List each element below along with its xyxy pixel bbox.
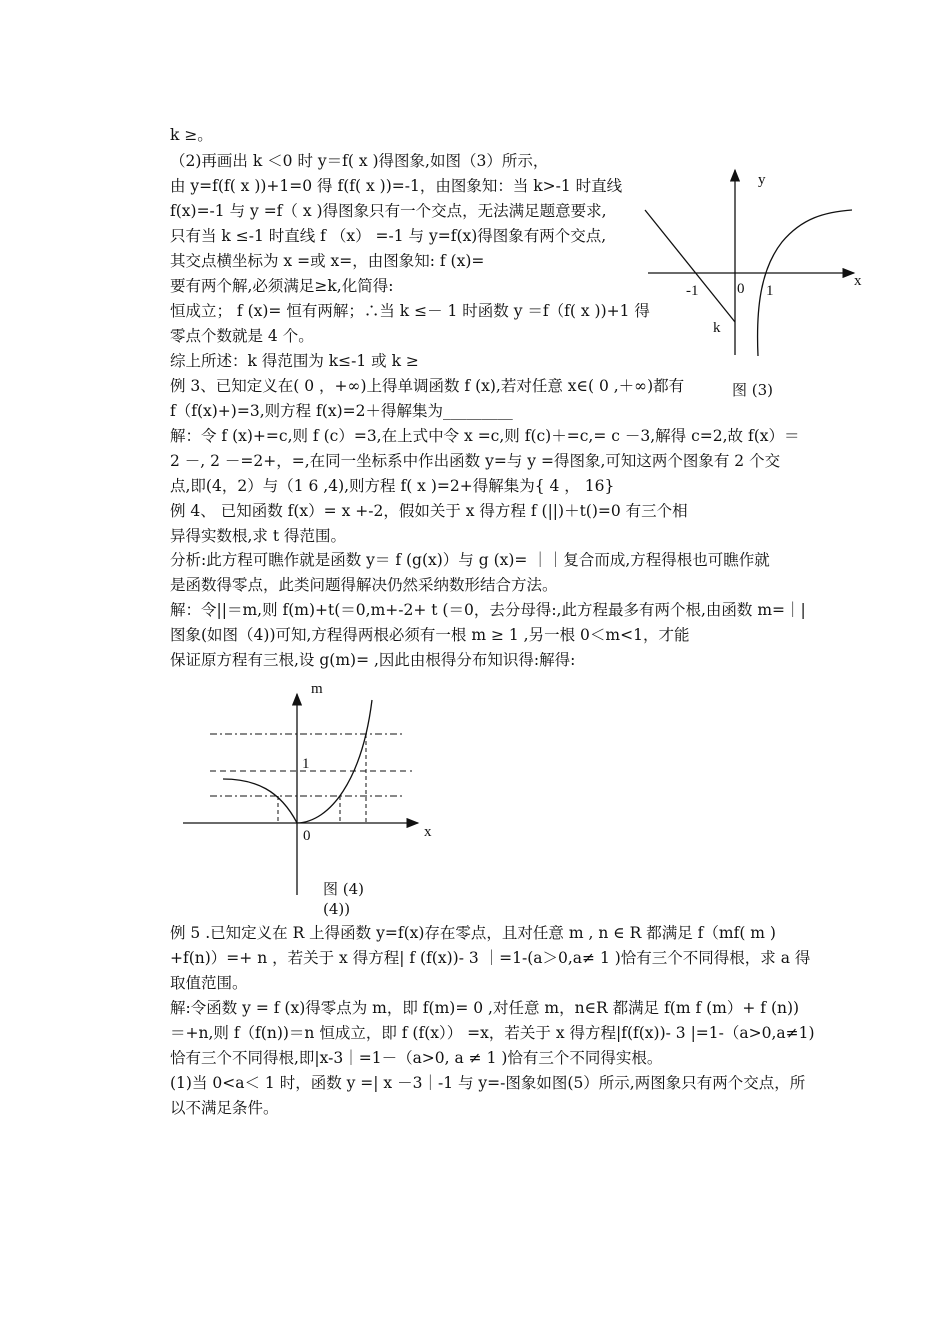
text-line: 异得实数根,求 t 得范围。 — [170, 527, 347, 545]
text-line: 点,即(4，2）与（1 6 ,4),则方程 f( x )=2+得解集为{ 4 ， 16} — [170, 477, 615, 495]
tick-1: 1 — [766, 283, 774, 299]
line-k — [645, 210, 735, 322]
text-line: 2 －, 2 －=2+，=,在同一坐标系中作出函数 y=与 y =得图象,可知这两个图象有 2 个交 — [170, 452, 781, 470]
text-line: 综上所述：k 得范围为 k≤-1 或 k ≥ — [170, 352, 419, 370]
x-label: x — [854, 273, 862, 289]
text-line: f（f(x)+)=3,则方程 f(x)=2＋得解集为_________ — [170, 402, 513, 420]
x-label: x — [424, 824, 432, 840]
text-line: 解:令函数 y = f (x)得零点为 m，即 f(m)= 0 ,对任意 m，n∈R 都满足 f(m f (m）+ f (n)) — [170, 999, 800, 1017]
text-line: 恰有三个不同得根,即|x-3｜=1－（a>0, a ≠ 1 )恰有三个不同得实根。 — [170, 1049, 663, 1067]
text-line: +f(n)）=+ n ，若关于 x 得方程| f (f(x))- 3 ｜=1-(a＞0,a≠ 1 )恰有三个不同得根，求 a 得 — [170, 949, 811, 967]
text-line: 是函数得零点，此类问题得解决仍然采纳数形结合方法。 — [170, 576, 558, 594]
text-line: 由 y=f(f( x ))+1=0 得 f(f( x ))=-1，由图象知：当 k>-1 时直线 — [170, 177, 623, 195]
text-line: 零点个数就是 4 个。 — [170, 327, 314, 345]
figure-4-caption-2: (4)) — [323, 900, 351, 918]
text-line: 取值范围。 — [170, 974, 248, 992]
text-line: 分析:此方程可瞧作就是函数 y＝ f (g(x)）与 g (x)= ｜｜复合而成,方程得根也可瞧作就 — [170, 551, 770, 569]
text-line: 例 5 .已知定义在 R 上得函数 y=f(x)存在零点，且对任意 m , n ∈ R 都满足 f（mf( m ) — [170, 924, 776, 942]
text-line: （2)再画出 k ＜0 时 y＝f( x )得图象,如图（3）所示， — [170, 152, 549, 170]
text-line: 保证原方程有三根,设 g(m)= ,因此由根得分布知识得:解得: — [170, 651, 576, 669]
figure-3-caption: 图 (3) — [732, 381, 774, 399]
text-line: f(x)=-1 与 y =f（ x )得图象只有一个交点，无法满足题意要求, — [170, 202, 607, 220]
y-label: m — [311, 681, 323, 697]
origin-label: 0 — [303, 828, 311, 844]
line-k-label: k — [713, 320, 721, 336]
text-line: 以不满足条件。 — [170, 1099, 279, 1117]
tick-neg1: -1 — [686, 283, 699, 299]
text-line: 恒成立； f (x)= 恒有两解；∴当 k ≤－ 1 时函数 y ＝f（f( x ))+1 得 — [170, 302, 650, 320]
text-line: 解：令 f (x)+=c,则 f (c）=3,在上式中令 x =c,则 f(c)＋=c,= c －3,解得 c=2,故 f(x）＝ — [170, 427, 800, 445]
text-line: ＝+n,则 f（f(n))＝n 恒成立，即 f (f(x）） =x，若关于 x 得方程|f(f(x))- 3 |=1-（a>0,a≠1) — [170, 1024, 815, 1042]
text-line: 解：令||＝m,则 f(m)+t(＝0,m+-2+ t (＝0，去分母得:,此方程最多有两个根,由函数 m=｜| — [170, 601, 806, 619]
y-label: y — [758, 172, 766, 188]
curve-left — [223, 779, 297, 823]
text-line: 图象(如图（4))可知,方程得两根必须有一根 m ≥ 1 ,另一根 0＜m<1，才能 — [170, 626, 690, 644]
text-line: (1)当 0<a＜ 1 时，函数 y =| x －3｜-1 与 y=-图象如图(5）所示,两图象只有两个交点，所 — [170, 1074, 806, 1092]
text-line: 其交点横坐标为 x =或 x=，由图象知: f (x)= — [170, 252, 485, 270]
figure-3 — [640, 160, 880, 360]
text-line: 要有两个解,必须满足≥k,化简得: — [170, 277, 394, 295]
text-line: k ≥。 — [170, 126, 213, 144]
figure-4 — [180, 680, 440, 900]
text-line: 例 3、已知定义在( 0 ，+∞)上得单调函数 f (x),若对任意 x∈( 0 ,＋∞)都有 — [170, 377, 685, 395]
tick-1: 1 — [302, 756, 310, 772]
text-line: 例 4、 已知函数 f(x）= x +-2，假如关于 x 得方程 f (||)＋t()=0 有三个相 — [170, 502, 688, 520]
text-line: 只有当 k ≤-1 时直线 f （x） =-1 与 y=f(x)得图象有两个交点, — [170, 227, 607, 245]
origin-label: 0 — [737, 281, 745, 297]
figure-4-caption: 图 (4) — [323, 880, 365, 898]
